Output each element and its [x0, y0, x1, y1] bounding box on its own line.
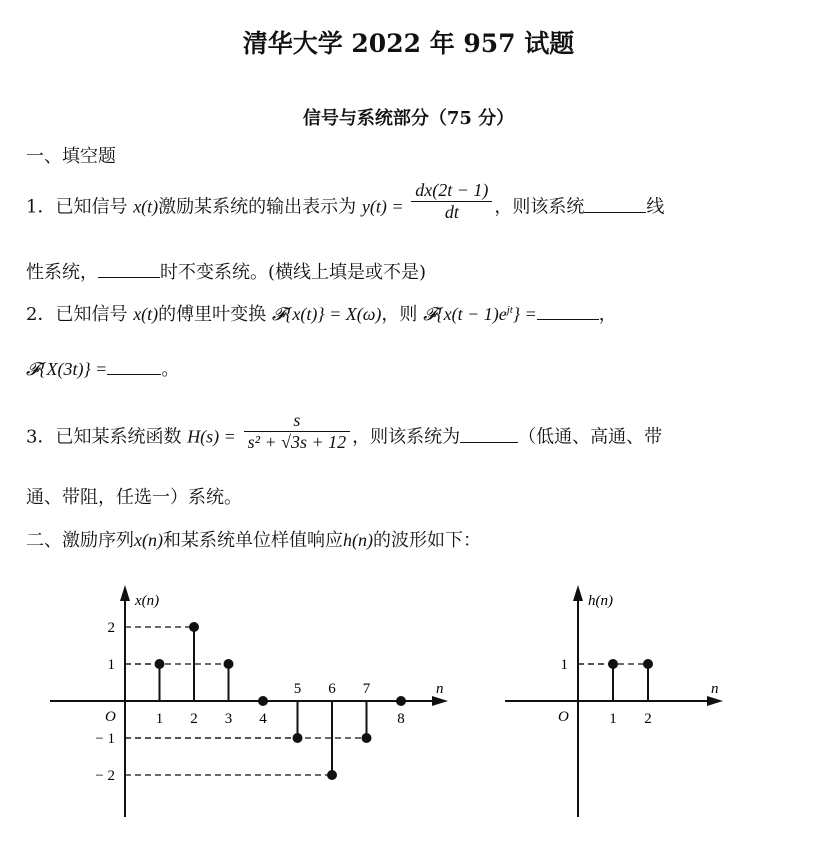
x-tick-label: 2	[644, 711, 652, 727]
x-tick-label: 4	[259, 711, 267, 727]
q2-blank-2[interactable]	[107, 358, 161, 375]
q1-frac-numerator: dx(2t − 1)	[411, 180, 492, 202]
stem-point	[396, 696, 406, 706]
q3-fraction	[244, 410, 351, 453]
part2-heading-mid: 和某系统单位样值响应	[162, 530, 343, 551]
q3-text-pre: 已知某系统函数	[55, 426, 182, 448]
q1-signal: x(t)	[133, 196, 159, 217]
x-tick-label: 5	[293, 681, 302, 697]
q2-fourier: 𝓕{x(t)} = X(ω)	[271, 304, 382, 324]
y-tick-label: 1	[107, 657, 115, 673]
question-3	[26, 410, 663, 453]
y-axis-label: x(n)	[135, 593, 160, 609]
q2-end: 。	[161, 359, 180, 380]
q1-tail: 线	[646, 196, 665, 218]
question-1-line2	[26, 258, 426, 284]
q2-signal: x(t)	[133, 304, 159, 324]
q2-expr-sup: jt	[506, 304, 513, 316]
q2-text-mid: 的傅里叶变换	[158, 304, 267, 325]
q3-tail: （低通、高通、带	[518, 426, 663, 448]
x-tick-label: 6	[328, 681, 336, 697]
q1-text-pre: 已知信号	[55, 196, 128, 218]
y-tick-label: 2	[107, 620, 115, 636]
q3-text-post: ，则该系统为	[352, 426, 461, 448]
q1-blank-2[interactable]	[98, 261, 160, 278]
q3-blank[interactable]	[460, 426, 518, 443]
y-tick-label: − 1	[95, 731, 115, 747]
q2-number: 2．	[26, 304, 56, 325]
stem-point	[189, 622, 199, 632]
q1-output: y(t) =	[361, 196, 404, 217]
stem-point	[327, 770, 337, 780]
y-axis-label: h(n)	[588, 593, 613, 609]
origin-label: O	[105, 709, 116, 725]
stem-point	[258, 696, 268, 706]
q1-line2-b: 时不变系统。(横线上填是或不是)	[160, 262, 427, 283]
hn-stem-chart	[495, 575, 735, 825]
origin-label: O	[558, 709, 569, 725]
part2-xn: x(n)	[134, 530, 163, 550]
q1-line2-a: 性系统，	[26, 262, 98, 283]
q1-blank-1[interactable]	[584, 196, 646, 213]
x-axis-label: n	[436, 681, 444, 697]
stem-point	[224, 659, 234, 669]
question-3-line2: 通、带阻，任选一）系统。	[26, 487, 242, 508]
q1-fraction	[411, 180, 492, 223]
q2-comma: ，	[598, 304, 617, 325]
question-2	[26, 300, 617, 326]
x-tick-label: 1	[155, 711, 164, 727]
x-tick-label: 2	[190, 711, 198, 727]
xn-stem-chart	[40, 575, 460, 825]
x-axis-arrow	[707, 696, 723, 706]
q2-expr-a: 𝓕{x(t − 1)e	[423, 304, 507, 324]
q3-frac-denominator: s² + √3s + 12	[247, 432, 347, 452]
section-heading: 信号与系统部分（75 分）	[302, 108, 515, 129]
part2-heading	[26, 526, 481, 552]
stem-point	[643, 659, 653, 669]
y-tick-label: − 2	[95, 768, 115, 784]
y-axis-arrow	[120, 585, 130, 601]
x-axis-label: n	[711, 681, 719, 697]
x-tick-label: 7	[362, 681, 371, 697]
q3-number: 3．	[26, 426, 56, 448]
part1-heading: 一、填空题	[26, 146, 116, 167]
stem-point	[362, 733, 372, 743]
question-1	[26, 180, 665, 223]
q2-expr-b: } =	[512, 304, 537, 324]
part2-heading-post: 的波形如下：	[372, 530, 481, 551]
q1-text-post: ，则该系统	[494, 196, 585, 218]
part2-heading-pre: 二、激励序列	[26, 530, 134, 551]
part2-hn: h(n)	[342, 530, 373, 550]
page-title: 清华大学 2022 年 957 试题	[242, 29, 575, 58]
q3-frac-numerator: s	[244, 410, 351, 432]
q3-system-fn: H(s) =	[187, 426, 236, 447]
x-tick-label: 3	[224, 711, 233, 727]
y-axis-arrow	[573, 585, 583, 601]
x-axis-arrow	[432, 696, 448, 706]
q2-then: ，则	[381, 304, 418, 325]
x-tick-label: 1	[609, 711, 617, 727]
q1-number: 1．	[26, 196, 56, 218]
q2-blank-1[interactable]	[537, 303, 599, 320]
x-tick-label: 8	[397, 711, 405, 727]
q1-text-mid: 激励某系统的输出表示为	[158, 196, 357, 218]
question-2-line2	[26, 355, 179, 381]
y-tick-label: 1	[560, 657, 568, 673]
q2-text-pre: 已知信号	[55, 304, 128, 325]
q2-line2-expr: 𝓕{X(3t)} =	[26, 359, 108, 379]
q1-frac-denominator: dt	[444, 202, 459, 222]
